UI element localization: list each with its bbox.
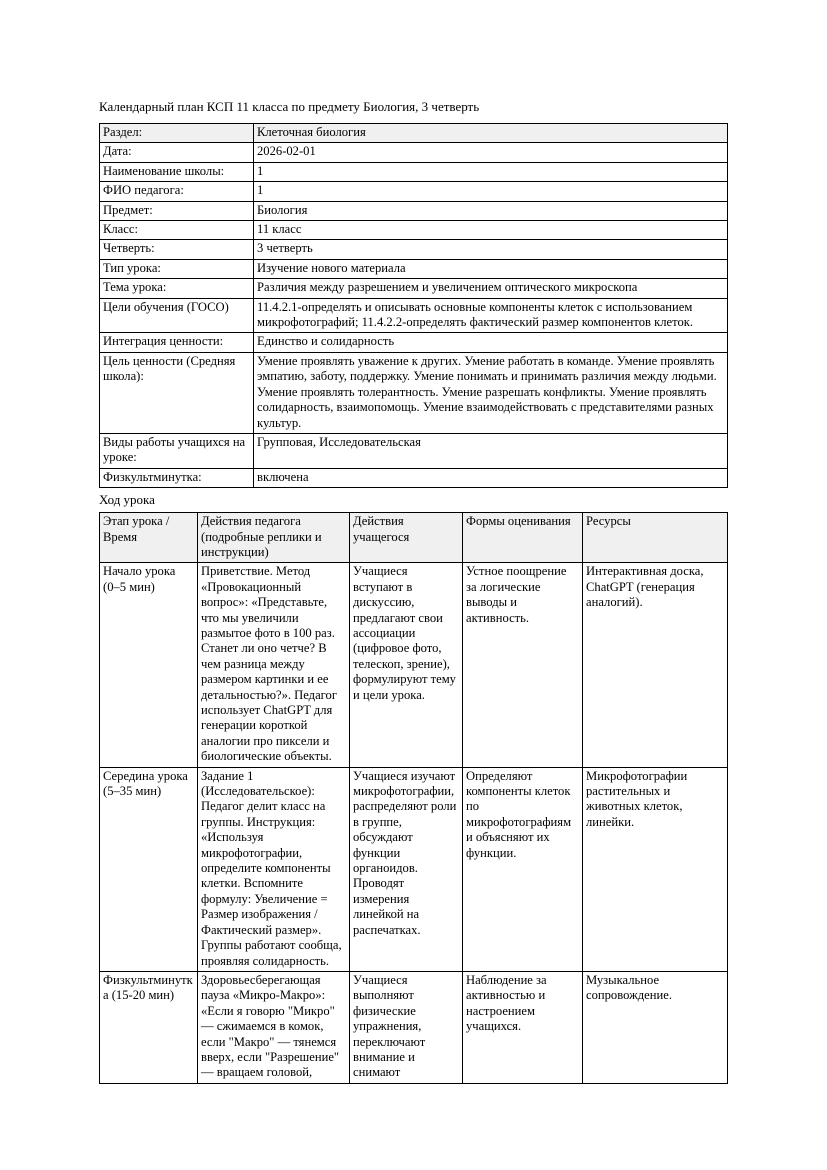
cell-stage: Начало урока (0–5 мин) (100, 563, 198, 767)
table-row (100, 352, 728, 433)
info-value: 3 четверть (254, 240, 728, 259)
info-value: Клеточная биология (254, 124, 728, 143)
table-row (100, 563, 728, 767)
cell-student-actions: Учащиеся изучают микрофотографии, распределяют роли в группе, обсуждают функции органоидов. Проводят измерения линейкой на распечатках. (350, 767, 463, 971)
info-label: Виды работы учащихся на уроке: (100, 433, 254, 468)
cell-stage: Физкультминутка (15-20 мин) (100, 971, 198, 1083)
table-row (100, 143, 728, 162)
table-header-row (100, 513, 728, 563)
table-row (100, 201, 728, 220)
column-header-student-actions: Действия учащегося (350, 513, 463, 563)
info-value: Биология (254, 201, 728, 220)
info-label: Раздел: (100, 124, 254, 143)
info-label: Четверть: (100, 240, 254, 259)
info-label: Цели обучения (ГОСО) (100, 298, 254, 333)
info-value: Умение проявлять уважение к других. Умение работать в команде. Умение проявлять эмпатию, заботу, поддержку. Умение понимать и принимать различия между людьми. Умение проявлять толерантность. Умение разрешать конфликты. Умение проявлять солидарность, взаимопомощь. Умение взаимодействовать с представителями разных культур. (254, 352, 728, 433)
table-row (100, 468, 728, 487)
cell-teacher-actions: Здоровьесберегающая пауза «Микро-Макро»: «Если я говорю "Микро" — сжимаемся в комок, если "Макро" — тянемся вверх, если "Разрешение" — вращаем головой, (198, 971, 350, 1083)
column-header-resources: Ресурсы (583, 513, 728, 563)
column-header-stage: Этап урока / Время (100, 513, 198, 563)
cell-resources: Микрофотографии растительных и животных клеток, линейки. (583, 767, 728, 971)
info-value: Групповая, Исследовательская (254, 433, 728, 468)
column-header-assessment: Формы оценивания (463, 513, 583, 563)
cell-resources: Музыкальное сопровождение. (583, 971, 728, 1083)
info-value: Изучение нового материала (254, 259, 728, 278)
cell-teacher-actions: Задание 1 (Исследовательское): Педагог делит класс на группы. Инструкция: «Используя микрофотографии, определите компоненты клетки. Вспомните формулу: Увеличение = Размер изображения / Фактический размер». Группы работают сообща, проявляя солидарность. (198, 767, 350, 971)
table-row (100, 767, 728, 971)
lesson-info-body (100, 124, 728, 488)
table-row (100, 240, 728, 259)
info-value: 2026-02-01 (254, 143, 728, 162)
lesson-flow-header (100, 513, 728, 563)
info-label: Класс: (100, 221, 254, 240)
cell-assessment: Определяют компоненты клеток по микрофотографиям и объясняют их функции. (463, 767, 583, 971)
info-label: ФИО педагога: (100, 182, 254, 201)
table-row (100, 124, 728, 143)
info-value: 11.4.2.1-определять и описывать основные компоненты клеток с использованием микрофотографий; 11.4.2.2-определять фактический размер компонентов клеток. (254, 298, 728, 333)
info-label: Интеграция ценности: (100, 333, 254, 352)
page-title: Календарный план КСП 11 класса по предмету Биология, 3 четверть (99, 99, 480, 114)
info-label: Дата: (100, 143, 254, 162)
table-row (100, 221, 728, 240)
cell-teacher-actions: Приветствие. Метод «Провокационный вопрос»: «Представьте, что мы увеличили размытое фото в 100 раз. Станет ли оно четче? В чем разница между размером картинки и ее детальностью?». Педагог использует ChatGPT для генерации короткой аналогии про пиксели и биологические объекты. (198, 563, 350, 767)
info-label: Предмет: (100, 201, 254, 220)
cell-resources: Интерактивная доска, ChatGPT (генерация аналогий). (583, 563, 728, 767)
table-row (100, 182, 728, 201)
cell-stage: Середина урока (5–35 мин) (100, 767, 198, 971)
table-row (100, 259, 728, 278)
info-label: Тип урока: (100, 259, 254, 278)
cell-student-actions: Учащиеся вступают в дискуссию, предлагают свои ассоциации (цифровое фото, телескоп, зрение), формулируют тему и цели урока. (350, 563, 463, 767)
lesson-info-table (99, 123, 728, 488)
info-label: Цель ценности (Средняя школа): (100, 352, 254, 433)
lesson-flow-body (100, 563, 728, 1083)
cell-student-actions: Учащиеся выполняют физические упражнения, переключают внимание и снимают (350, 971, 463, 1083)
info-value: 1 (254, 182, 728, 201)
section-heading-lesson-flow: Ход урока (99, 492, 155, 508)
cell-assessment: Устное поощрение за логические выводы и активность. (463, 563, 583, 767)
info-value: Единство и солидарность (254, 333, 728, 352)
info-value: 1 (254, 162, 728, 181)
table-row (100, 971, 728, 1083)
column-header-teacher-actions: Действия педагога (подробные реплики и инструкции) (198, 513, 350, 563)
info-value: 11 класс (254, 221, 728, 240)
table-row (100, 162, 728, 181)
info-label: Наименование школы: (100, 162, 254, 181)
info-value: включена (254, 468, 728, 487)
info-label: Тема урока: (100, 279, 254, 298)
cell-assessment: Наблюдение за активностью и настроением учащихся. (463, 971, 583, 1083)
table-row (100, 298, 728, 333)
lesson-flow-table (99, 512, 728, 1084)
table-row (100, 433, 728, 468)
table-row (100, 333, 728, 352)
info-value: Различия между разрешением и увеличением оптического микроскопа (254, 279, 728, 298)
info-label: Физкультминутка: (100, 468, 254, 487)
table-row (100, 279, 728, 298)
